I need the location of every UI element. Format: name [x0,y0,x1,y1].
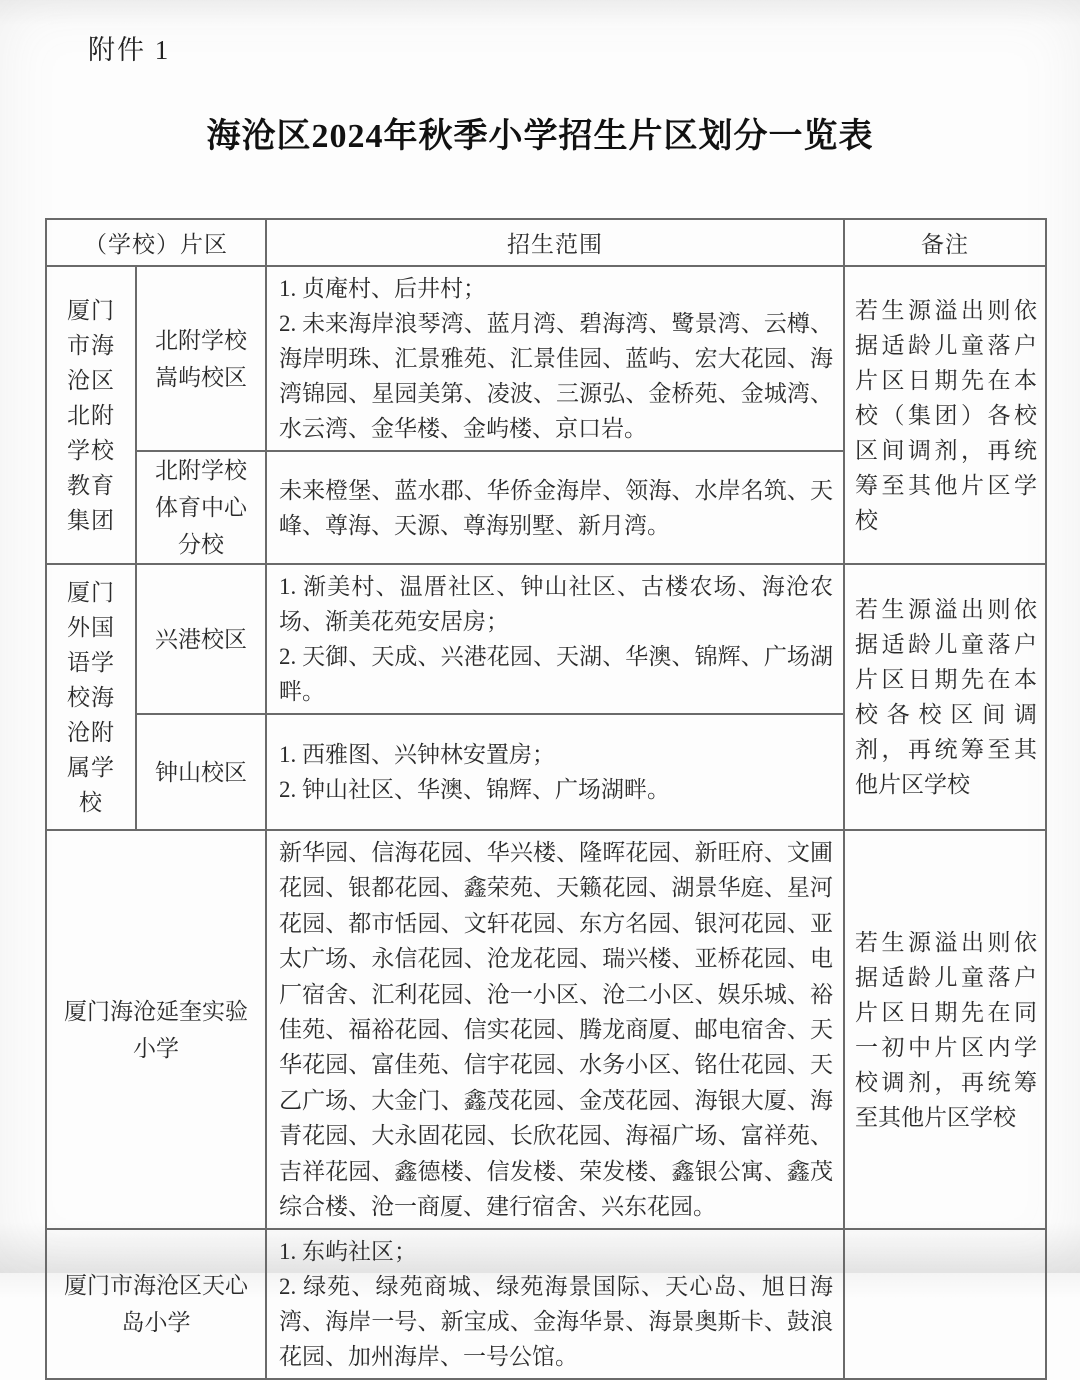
table-row-waiguoyu-xinggang [46,564,1046,714]
remark-text: 若生源溢出则依据适龄儿童落户片区日期先在本校（集团）各校区间调剂，再统筹至其他片区学校 [855,297,1037,533]
table-row-tianxindao [46,1229,1046,1379]
school-name-cell [46,830,266,1229]
school-name: 厦门市海沧区天心岛小学 [64,1273,248,1336]
remark-cell [844,830,1046,1229]
school-group-name-cell [46,564,136,830]
campus-name-cell [136,266,266,451]
school-group-name: 厦门外国语学校海沧附属学校 [67,579,115,815]
remark-cell-empty [844,1229,1046,1379]
table-row-beifu-songyu [46,266,1046,451]
school-group-name: 厦门市海沧区北附学校教育集团 [67,297,115,533]
campus-name: 兴港校区 [155,626,247,652]
table-row-yankui [46,830,1046,1229]
scope-item-1: 1. 东屿社区； [279,1239,417,1265]
header-school-district: （学校）片区 [46,219,266,266]
scope-item-2: 2. 钟山社区、华澳、锦辉、广场湖畔。 [279,777,670,802]
school-group-name-cell [46,266,136,564]
scope-item-1: 1. 渐美村、温厝社区、钟山社区、古楼农场、海沧农场、渐美花苑安居房； [279,574,833,634]
scope-item-1: 未来橙堡、蓝水郡、华侨金海岸、领海、水岸名筑、天峰、尊海、天源、尊海别墅、新月湾。 [279,477,833,538]
table-header-row [46,219,1046,266]
scope-cell [266,451,844,564]
attachment-label: 附件 1 [88,35,171,65]
school-name: 厦门海沧延奎实验小学 [64,998,248,1061]
scope-item-2: 2. 绿苑、绿苑商城、绿苑海景国际、天心岛、旭日海湾、海岸一号、新宝成、金海华景、海景奥斯卡、鼓浪花园、加州海岸、一号公馆。 [279,1274,833,1370]
scope-cell [266,714,844,830]
scope-cell [266,830,844,1229]
scope-cell [266,564,844,714]
campus-name: 北附学校嵩屿校区 [155,327,247,390]
scope-item-1: 1. 贞庵村、后井村； [279,276,486,301]
scope-item-2: 2. 未来海岸浪琴湾、蓝月湾、碧海湾、鹭景湾、云樽、海岸明珠、汇景雅苑、汇景佳园、蓝屿、宏大花园、海湾锦园、星园美第、凌波、三源弘、金桥苑、金城湾、水云湾、金华楼、金屿楼、京口岩。 [279,311,833,441]
campus-name: 北附学校体育中心分校 [155,458,247,557]
remark-text: 若生源溢出则依据适龄儿童落户片区日期先在同一初中片区内学校调剂，再统筹至其他片区学校 [855,929,1037,1130]
scope-item-2: 2. 天御、天成、兴港花园、天湖、华澳、锦辉、广场湖畔。 [279,644,833,704]
campus-name-cell [136,451,266,564]
campus-name: 钟山校区 [155,759,247,785]
header-remark: 备注 [844,219,1046,266]
school-name-cell [46,1229,266,1379]
campus-name-cell [136,564,266,714]
scope-cell [266,266,844,451]
scope-cell [266,1229,844,1379]
enrollment-district-table [45,218,1047,1380]
remark-cell [844,266,1046,564]
header-enrollment-scope: 招生范围 [266,219,844,266]
page-title: 海沧区2024年秋季小学招生片区划分一览表 [206,118,874,155]
scope-item-1: 1. 西雅图、兴钟林安置房； [279,742,555,767]
remark-cell [844,564,1046,830]
remark-text: 若生源溢出则依据适龄儿童落户片区日期先在本校各校区间调剂，再统筹至其他片区学校 [855,597,1037,797]
campus-name-cell [136,714,266,830]
scope-item-1: 新华园、信海花园、华兴楼、隆晖花园、新旺府、文圃花园、银都花园、鑫荣苑、天籁花园、湖景华庭、星河花园、都市恬园、文轩花园、东方名园、银河花园、亚太广场、永信花园、沧龙花园、瑞兴楼、亚桥花园、电厂宿舍、汇利花园、沧一小区、沧二小区、娱乐城、裕佳苑、福裕花园、信实花园、腾龙商厦、邮电宿舍、天华花园、富佳苑、信宇花园、水务小区、铭仕花园、天乙广场、大金门、鑫茂花园、金茂花园、海银大厦、海青花园、大永固花园、长欣花园、海福广场、富祥苑、吉祥花园、鑫德楼、信发楼、荣发楼、鑫银公寓、鑫茂综合楼、沧一商厦、建行宿舍、兴东花园。 [279,840,833,1220]
